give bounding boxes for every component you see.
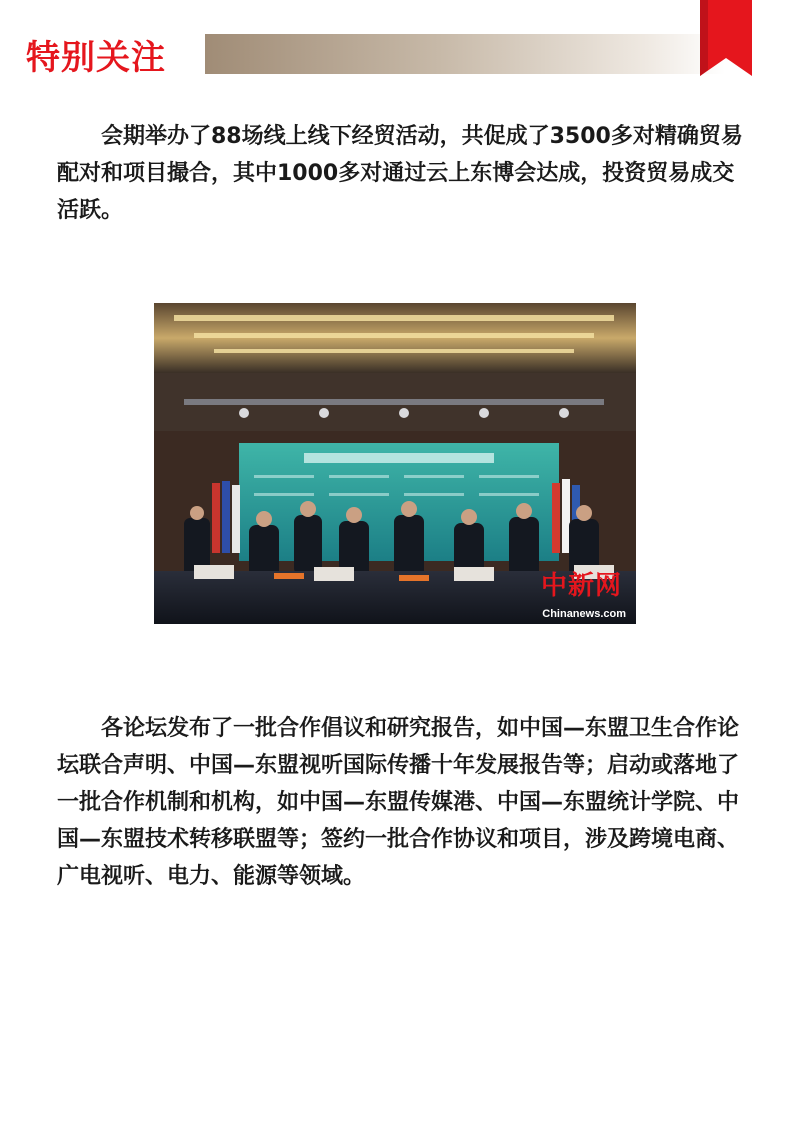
paragraph-2: 各论坛发布了一批合作倡议和研究报告，如中国—东盟卫生合作论坛联合声明、中国—东盟视听国际传播十年发展报告等；启动或落地了一批合作机制和机构，如中国—东盟传媒港、中国—东盟统计学院、中国—东盟技术转移联盟等；签约一批合作协议和项目，涉及跨境电商、广电视听、电力、能源等领域。 bbox=[57, 716, 740, 889]
signing-ceremony-photo bbox=[154, 303, 636, 624]
section-title-bar bbox=[205, 34, 725, 74]
bookmark-ribbon-icon bbox=[700, 0, 752, 76]
section-title: 特别关注 bbox=[26, 38, 166, 78]
watermark-logo-cn: 中新网 bbox=[540, 571, 622, 601]
paragraph-1: 会期举办了88场线上线下经贸活动，共促成了3500多对精确贸易配对和项目撮合，其中1000多对通过云上东博会达成，投资贸易成交活跃。 bbox=[57, 124, 743, 223]
watermark-site: Chinanews.com bbox=[542, 608, 626, 620]
